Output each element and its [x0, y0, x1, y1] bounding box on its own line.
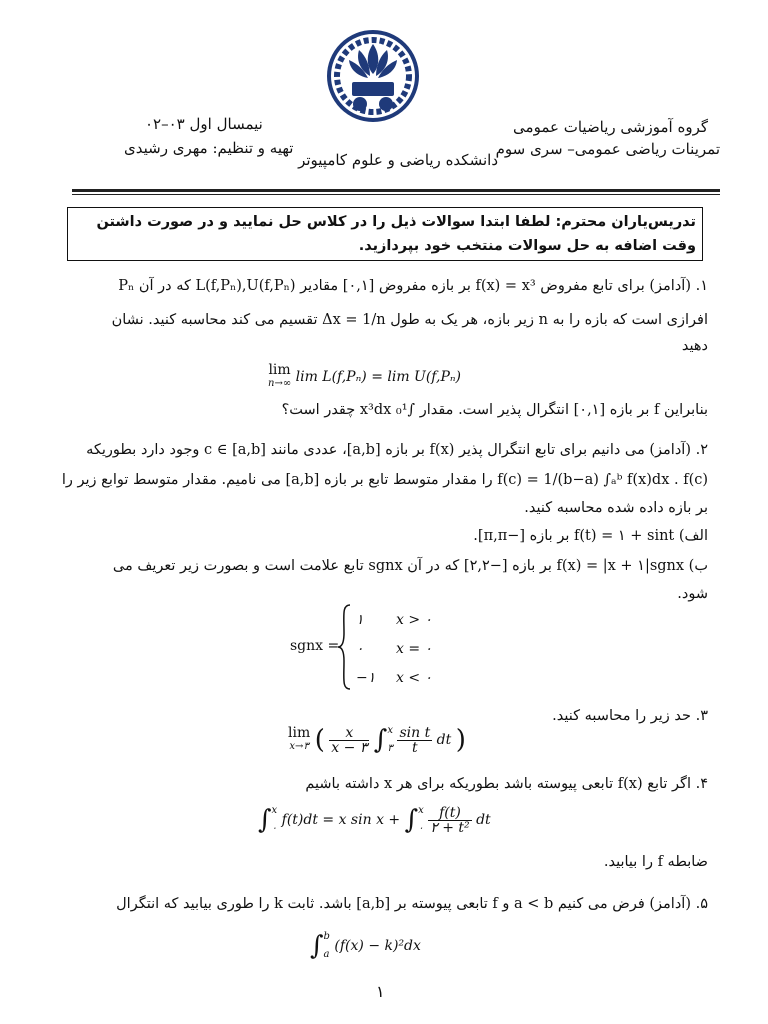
q2-part-a: الف) f(t) = ۱ + sint بر بازه [−π,π].	[473, 528, 708, 544]
semester-label: نیمسال اول ۰۳–۰۲	[145, 115, 263, 133]
case-row-1: ۱ x > ۰	[356, 612, 433, 628]
q1-line4: بنابراین f بر بازه [۰,۱] انتگرال پذیر است. مقدار ∫₀¹ x³dx چقدر است؟	[281, 402, 708, 418]
exercise-title: تمرینات ریاضی عمومی– سری سوم	[495, 140, 720, 158]
cases-brace	[336, 603, 352, 691]
q3-limit-expression: lim x→۳ ( $\frac{x}{x - ۳}$ ∫ x ۳ $\frac{\text{sin t}}{t}$ dt )	[288, 724, 466, 756]
header-rule-thin	[72, 194, 720, 195]
q4-integral-equation: ∫ x ۰ f(t)dt = x sin x + ∫ x ۰ $\frac{f(t)}{\text{۲ + t²}}$ dt	[258, 804, 491, 836]
q5-integral: ∫ b a (f(x) − k)²dx	[310, 931, 421, 961]
q4-find-text: ضابطه f را بیابید.	[603, 854, 708, 870]
sgn-label: sgnx =	[290, 638, 340, 654]
group-title: گروه آموزشی ریاضیات عمومی	[513, 118, 708, 136]
q2-line2: f(c) = 1/(b−a) ∫ₐᵇ f(x)dx . f(c) را مقدار متوسط تابع بر بازه [a,b] می نامیم. مقدار متوسط توابع زیر را	[61, 472, 708, 488]
q1-limit-equation: lim n→∞ lim L(f,Pₙ) = lim U(f,Pₙ)	[268, 362, 461, 389]
instructor-notice: تدریس‌یاران محترم: لطفا ابتدا سوالات ذیل را در کلاس حل نمایید و در صورت داشتن وقت اضافه به حل سوالات منتخب خود بپردازید.	[67, 207, 703, 261]
q2-line3: بر بازه داده شده محاسبه کنید.	[524, 500, 708, 516]
q2-line1: ۲. (آدامز) می دانیم برای تابع انتگرال پذیر f(x) بر بازه [a,b]، عددی مانند c ∈ [a,b] وجود دارد بطوریکه	[86, 442, 708, 458]
author-label: تهیه و تنظیم: مهری رشیدی	[124, 139, 294, 157]
faculty-name: دانشکده ریاضی و علوم کامپیوتر	[298, 151, 498, 169]
q4-text: ۴. اگر تابع f(x) تابعی پیوسته باشد بطوریکه برای هر x داشته باشیم	[305, 776, 708, 792]
q1-line1: ۱. (آدامز) برای تابع مفروض f(x) = x³ بر بازه مفروض [۰,۱] مقادیر L(f,Pₙ),U(f,Pₙ) که در آن Pₙ	[118, 278, 708, 294]
q1-line2: افرازی است که بازه را به n زیر بازه، هر یک به طول Δx = 1/n تقسیم می کند محاسبه کنید. نشان	[111, 312, 708, 328]
q2-part-b-line2: شود.	[677, 586, 708, 602]
university-logo	[326, 30, 420, 122]
q1-line3: دهید	[681, 338, 708, 354]
case-row-2: ۰ x = ۰	[356, 641, 433, 657]
header-rule-thick	[72, 189, 720, 192]
page-number: ۱	[376, 982, 385, 1001]
q5-text: ۵. (آدامز) فرض می کنیم a < b و f تابعی پیوسته بر [a,b] باشد. ثابت k را طوری بیابید که انتگرال	[116, 896, 708, 912]
case-row-3: −۱ x < ۰	[356, 670, 433, 686]
q3-text: ۳. حد زیر را محاسبه کنید.	[552, 708, 708, 724]
q2-part-b-line1: ب) f(x) = |x + ۱|sgnx بر بازه [−۲,۲] که در آن sgnx تابع علامت است و بصورت زیر تعریف می	[112, 558, 708, 574]
